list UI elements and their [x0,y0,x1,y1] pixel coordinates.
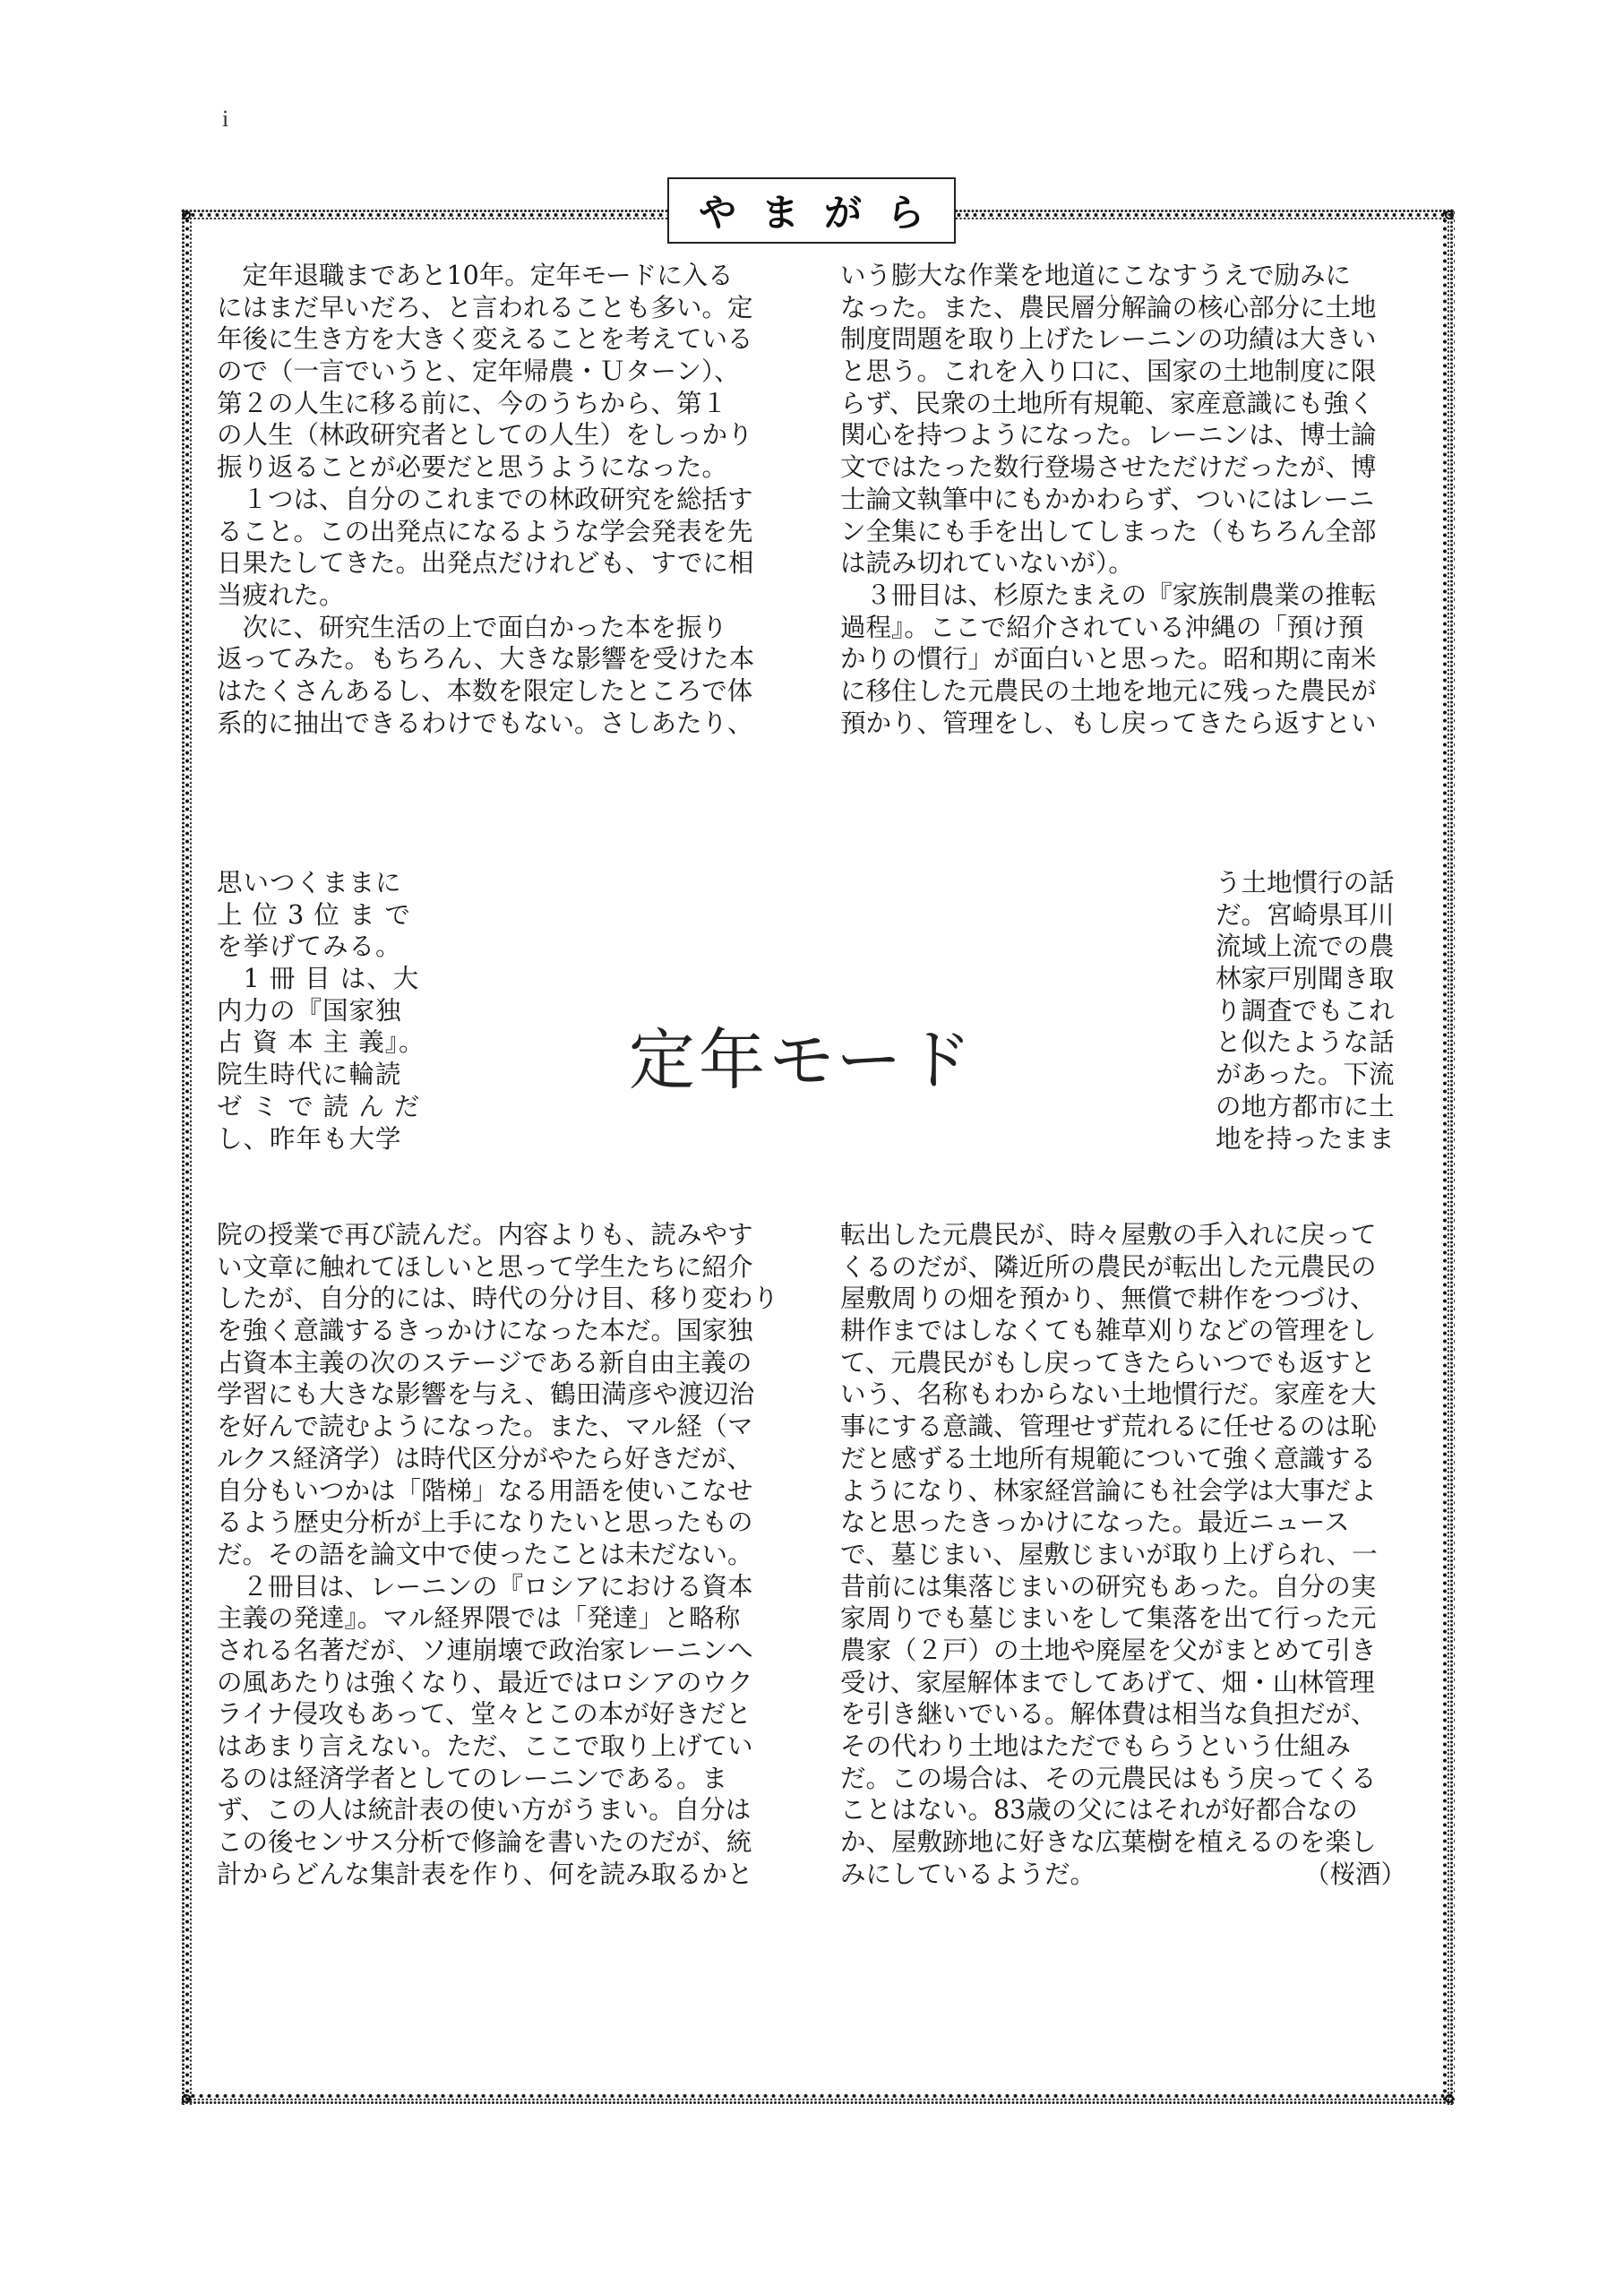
text-line: し、昨年も大学 [217,1123,402,1154]
text-line: て、元農民がもし戻ってきたらいつでも返すと [840,1347,1376,1378]
text-line: と似たような話 [1216,1027,1395,1058]
page-number: i [222,106,229,132]
text-line: 思いつくままに [217,868,402,897]
text-line: るよう歴史分析が上手になりたいと思ったもの [217,1507,753,1538]
text-line: 上 位 3 位 ま で [217,899,411,930]
text-line: ルクス経済学）は時代区分がやたら好きだが、 [217,1443,752,1473]
text-line: いう、名称もわからない土地慣行だ。家産を大 [840,1379,1377,1410]
text-line: 計からどんな集計表を作り、何を読み取るかと [217,1859,753,1889]
text-line: 年後に生き方を大きく変えることを考えている [217,324,753,355]
text-line: と思う。これを入り口に、国家の土地制度に限 [840,356,1377,387]
text-line: り調査でもこれ [1216,995,1395,1026]
text-line: 関心を持つようになった。レーニンは、博士論 [840,420,1377,451]
text-line: 地を持ったまま [1216,1123,1395,1154]
right-column-top [840,260,1413,739]
text-line: はたくさんあるし、本数を限定したところで体 [217,675,753,706]
text-line: 昔前には集落じまいの研究もあった。自分の実 [840,1571,1377,1602]
text-line: るのは経済学者としてのレーニンである。ま [217,1763,728,1793]
text-line: 耕作まではしなくても雑草刈りなどの管理をし [840,1316,1377,1346]
text-line: 士論文執筆中にもかかわらず、ついにはレーニ [840,484,1375,514]
text-line: 日果たしてきた。出発点だけれども、すでに相 [217,548,754,579]
text-line: 自分もいつかは「階梯」なる用語を使いこなせ [217,1475,753,1506]
text-line: い文章に触れてほしいと思って学生たちに紹介 [217,1251,753,1282]
text-line: 第２の人生に移る前に、今のうちから、第１ [217,388,728,418]
text-line: 事にする意識、管理せず荒れるに任せるのは恥 [840,1412,1377,1442]
text-line: 内力の『国家独 [217,995,402,1026]
text-line: 受け、家屋解体までしてあげて、畑・山林管理 [840,1667,1375,1697]
closing-line [840,1859,1406,1891]
text-line: 林家戸別聞き取 [1216,964,1395,994]
text-line: 文ではたった数行登場させただけだったが、博 [840,452,1377,483]
article-headline: 定年モード [629,1022,976,1099]
column-title-box [667,177,956,244]
left-column-top [217,260,781,739]
text-line: か、屋敷跡地に好きな広葉樹を植えるのを楽し [840,1827,1377,1858]
text-line: かりの慣行」が面白いと思った。昭和期に南米 [840,644,1377,674]
text-line: １つは、自分のこれまでの林政研究を総括す [217,484,753,514]
text-line: 当疲れた。 [217,580,345,610]
text-line: で、墓じまい、屋敷じまいが取り上げられ、一 [840,1539,1378,1569]
text-line: 占資本主義の次のステージである新自由主義の [217,1347,752,1378]
right-column-bottom [840,1219,1378,1859]
text-line: を強く意識するきっかけになった本だ。国家独 [217,1316,753,1346]
text-line: 過程』。ここで紹介されている沖縄の「預け預 [840,612,1364,642]
text-line: 系的に抽出できるわけでもない。さしあたり、 [217,708,753,738]
text-line: の地方都市に土 [1216,1091,1395,1121]
text-line: だ。宮崎県耳川 [1216,899,1395,930]
text-line: ３冊目は、杉原たまえの『家族制農業の推転 [840,580,1377,610]
text-line: にはまだ早いだろ、と言われることも多い。定 [217,292,753,322]
left-column-narrow [217,867,425,1155]
text-line: だ。この場合は、その元農民はもう戻ってくる [840,1763,1377,1793]
text-line: の風あたりは強くなり、最近ではロシアのウク [217,1667,753,1697]
text-line: なった。また、農民層分解論の核心部分に土地 [840,292,1377,322]
text-line: だ。その語を論文中で使ったことは未だない。 [217,1539,753,1569]
text-line: いう膨大な作業を地道にこなすうえで励みに [840,261,1352,290]
text-line: 次に、研究生活の上で面白かった本を振り [217,612,728,642]
text-line: ゼ ミ で 読 ん だ [217,1091,421,1121]
text-line: を好んで読むようになった。また、マル経（マ [217,1412,753,1442]
text-line: を挙げてみる。 [217,932,402,962]
text-line: ので（一言でいうと、定年帰農・Ｕターン）、 [217,356,740,387]
text-line: を引き継いでいる。解体費は相当な負担だが、 [840,1699,1377,1730]
text-line: 院生時代に輪読 [217,1060,402,1090]
text-line: の人生（林政研究者としての人生）をしっかり [217,420,753,451]
text-line: はあまり言えない。ただ、ここで取り上げてい [217,1731,753,1761]
text-line: に移住した元農民の土地を地元に残った農民が [840,675,1377,706]
text-line: 返ってみた。もちろん、大きな影響を受けた本 [217,644,755,674]
text-line: したが、自分的には、時代の分け目、移り変わり [217,1284,779,1314]
text-line: 家周りでも墓じまいをして集落を出て行った元 [840,1603,1377,1634]
left-column-bottom [217,1219,778,1890]
text-line: 屋敷周りの畑を預かり、無償で耕作をつづけ、 [840,1284,1376,1314]
text-line: 占 資 本 主 義』。 [217,1027,425,1058]
text-line: 主義の発達』。マル経界隈では「発達」と略称 [217,1603,741,1634]
text-line: 農家（２戸）の土地や廃屋を父がまとめて引き [840,1635,1377,1665]
right-column-narrow [1216,867,1395,1155]
text-line: ことはない。83歳の父にはそれが好都合なの [840,1795,1358,1825]
text-line: その代わり土地はただでもらうという仕組み [840,1731,1352,1761]
text-line: 学習にも大きな影響を与え、鶴田満彦や渡辺治 [217,1379,755,1410]
text-line: ン全集にも手を出してしまった（もちろん全部 [840,516,1377,546]
text-line: 転出した元農民が、時々屋敷の手入れに戻って [840,1220,1377,1250]
text-line: ２冊目は、レーニンの『ロシアにおける資本 [217,1571,753,1602]
text-line: ようになり、林家経営論にも社会学は大事だよ [840,1475,1377,1506]
text-line: ること。この出発点になるような学会発表を先 [217,516,753,546]
text-line: は読み切れていないが）。 [840,548,1134,579]
text-line: 1 冊 目 は、大 [217,964,420,994]
text-line: 流域上流での農 [1216,932,1395,962]
text-line: くるのだが、隣近所の農民が転出した元農民の [840,1251,1377,1282]
text-line: らず、民衆の土地所有規範、家産意識にも強く [840,388,1375,418]
text-line: される名著だが、ソ連崩壊で政治家レーニンへ [217,1635,753,1665]
text-line: 制度問題を取り上げたレーニンの功績は大きい [840,324,1377,355]
text-line: 預かり、管理をし、もし戻ってきたら返すとい [840,708,1377,738]
text-line: 院の授業で再び読んだ。内容よりも、読みやす [217,1220,753,1250]
text-line: ライナ侵攻もあって、堂々とこの本が好きだと [217,1699,752,1730]
text-line: なと思ったきっかけになった。最近ニュース [840,1507,1350,1538]
author-signature: （桜酒） [1303,1859,1406,1889]
text-line: ず、この人は統計表の使い方がうまい。自分は [217,1795,752,1825]
closing-text: みにしているようだ。 [840,1859,1096,1889]
text-line: だと感ずる土地所有規範について強く意識する [840,1443,1376,1473]
text-line: 振り返ることが必要だと思うようになった。 [217,452,728,483]
text-line: この後センサス分析で修論を書いたのだが、統 [217,1827,752,1858]
column-title: やまがら [698,191,949,235]
text-line: があった。下流 [1216,1060,1395,1090]
text-line: う土地慣行の話 [1216,868,1395,897]
text-line: 定年退職まであと10年。定年モードに入る [217,261,734,290]
